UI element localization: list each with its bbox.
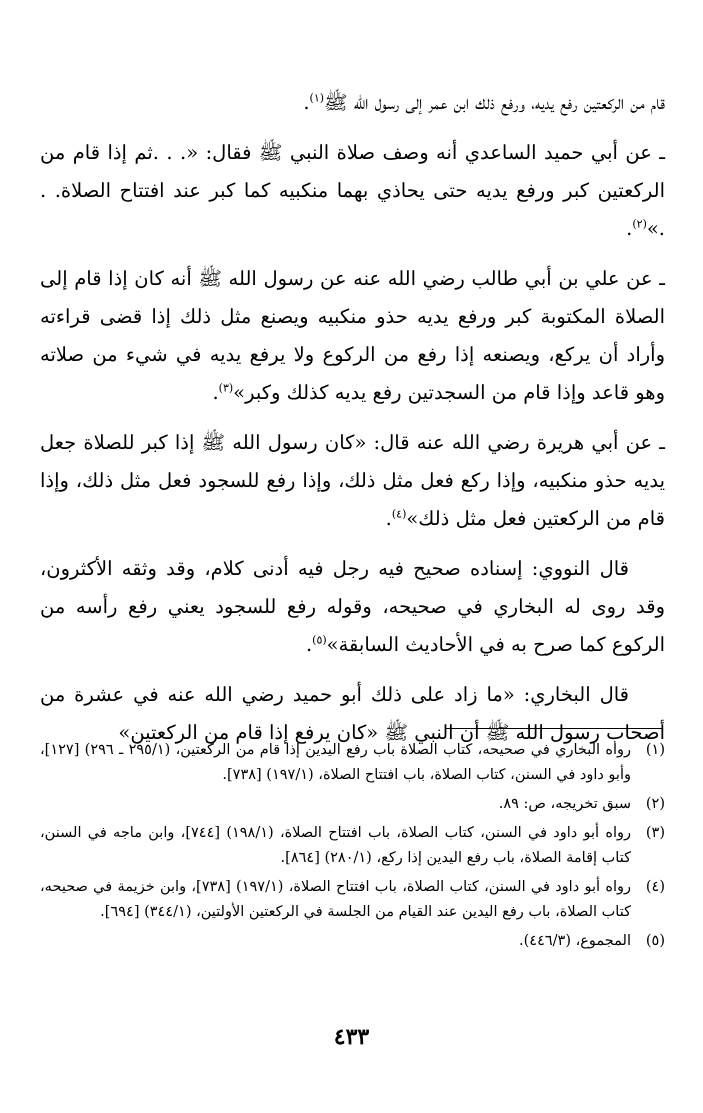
footnote-item	[40, 929, 665, 954]
footnote-item	[40, 875, 665, 925]
paragraph-text: ـ عن أبي هريرة رضي الله عنه قال: «كان رسول الله ﷺ إذا كبر للصلاة جعل يديه حذو منكبيه، وإذا ركع فعل مثل ذلك، وإذا رفع للسجود فعل مثل ذلك، وإذا قام من الركعتين فعل مثل ذلك»	[40, 431, 665, 530]
footnote-item	[40, 821, 665, 871]
footnote-number: (٣)	[645, 825, 665, 841]
paragraph-tail: .	[626, 217, 633, 240]
footnote-ref: (٢)	[632, 217, 647, 231]
footnote-ref: (٥)	[312, 633, 327, 647]
paragraph-1	[40, 84, 665, 122]
paragraph-text: ـ عن أبي حميد الساعدي أنه وصف صلاة النبي ﷺ فقال: «. . .ثم إذا قام من الركعتين كبر ورفع يديه حتى يحاذي بهما منكبيه كما كبر عند افتتاح الصلاة. . .»	[40, 141, 665, 240]
paragraph-text: ـ عن علي بن أبي طالب رضي الله عنه عن رسول الله ﷺ أنه كان إذا قام إلى الصلاة المكتوبة كبر ورفع يديه حذو منكبيه ويصنع مثل ذلك إذا قضى قراءته وأراد أن يركع، ويصنعه إذا رفع من الركوع ولا يرفع يديه في شيء من صلاته وهو قاعد وإذا قام من السجدتين رفع يديه كذلك وكبر»	[40, 267, 665, 404]
footnotes	[40, 738, 665, 958]
paragraph-tail: .	[212, 381, 219, 404]
paragraph-text: قال النووي: إسناده صحيح فيه رجل فيه أدنى كلام، وقد وثقه الأكثرون، وقد روى له البخاري في صحيحه، وقوله رفع للسجود يعني رفع رأسه من الركوع كما صرح به في الأحاديث السابقة»	[40, 557, 665, 656]
footnote-number: (٥)	[645, 933, 665, 949]
paragraph-tail: .	[305, 633, 313, 656]
footnote-ref: (٣)	[218, 381, 234, 395]
footnote-ref: (١)	[309, 91, 325, 105]
footnote-ref: (٤)	[391, 507, 407, 521]
paragraph-tail: .	[303, 91, 310, 114]
footnote-text: رواه أبو داود في السنن، كتاب الصلاة، باب افتتاح الصلاة، (١٩٧/١) [٧٣٨]، وابن خزيمة في صحيحه، كتاب الصلاة، باب رفع اليدين عند القيام من الجلسة في الركعتين الأولتين، (٣٤٤/١) [٦٩٤].	[40, 879, 631, 920]
paragraph-5	[40, 550, 665, 664]
paragraph-3	[40, 260, 665, 412]
footnote-item	[40, 738, 665, 788]
main-text	[40, 84, 665, 752]
paragraph-4	[40, 424, 665, 538]
footnote-number: (٤)	[645, 879, 665, 895]
page-number: ٤٣٣	[333, 1024, 370, 1050]
footnote-number: (٢)	[645, 796, 665, 812]
footnote-text: سبق تخريجه، ص: ٨٩.	[498, 796, 631, 812]
paragraph-2	[40, 134, 665, 248]
footnote-text: رواه البخاري في صحيحه، كتاب الصلاة باب رفع اليدين إذا قام من الركعتين، (٢٩٥/١ ـ ٢٩٦) [١٢٧]، وأبو داود في السنن، كتاب الصلاة، باب افتتاح الصلاة، (١٩٧/١) [٧٣٨].	[40, 742, 631, 783]
footnote-divider	[445, 728, 663, 729]
paragraph-text: قام من الركعتين رفع يديه، ورفع ذلك ابن عمر إلى رسول الله ﷺ	[324, 91, 665, 114]
footnote-text: المجموع، (٤٤٦/٣).	[519, 933, 631, 949]
footnote-number: (١)	[645, 742, 665, 758]
paragraph-tail: .	[385, 507, 392, 530]
footnote-item	[40, 792, 665, 817]
footnote-text: رواه أبو داود في السنن، كتاب الصلاة، باب افتتاح الصلاة، (١٩٨/١) [٧٤٤]، وابن ماجه في السنن، كتاب إقامة الصلاة، باب رفع اليدين إذا ركع، (٢٨٠/١) [٨٦٤].	[40, 825, 631, 866]
paragraph-text: قال البخاري: «ما زاد على ذلك أبو حميد رضي الله عنه في عشرة من أصحاب رسول الله ﷺ أن النبي ﷺ «كان يرفع إذا قام من الركعتين»	[40, 683, 665, 744]
